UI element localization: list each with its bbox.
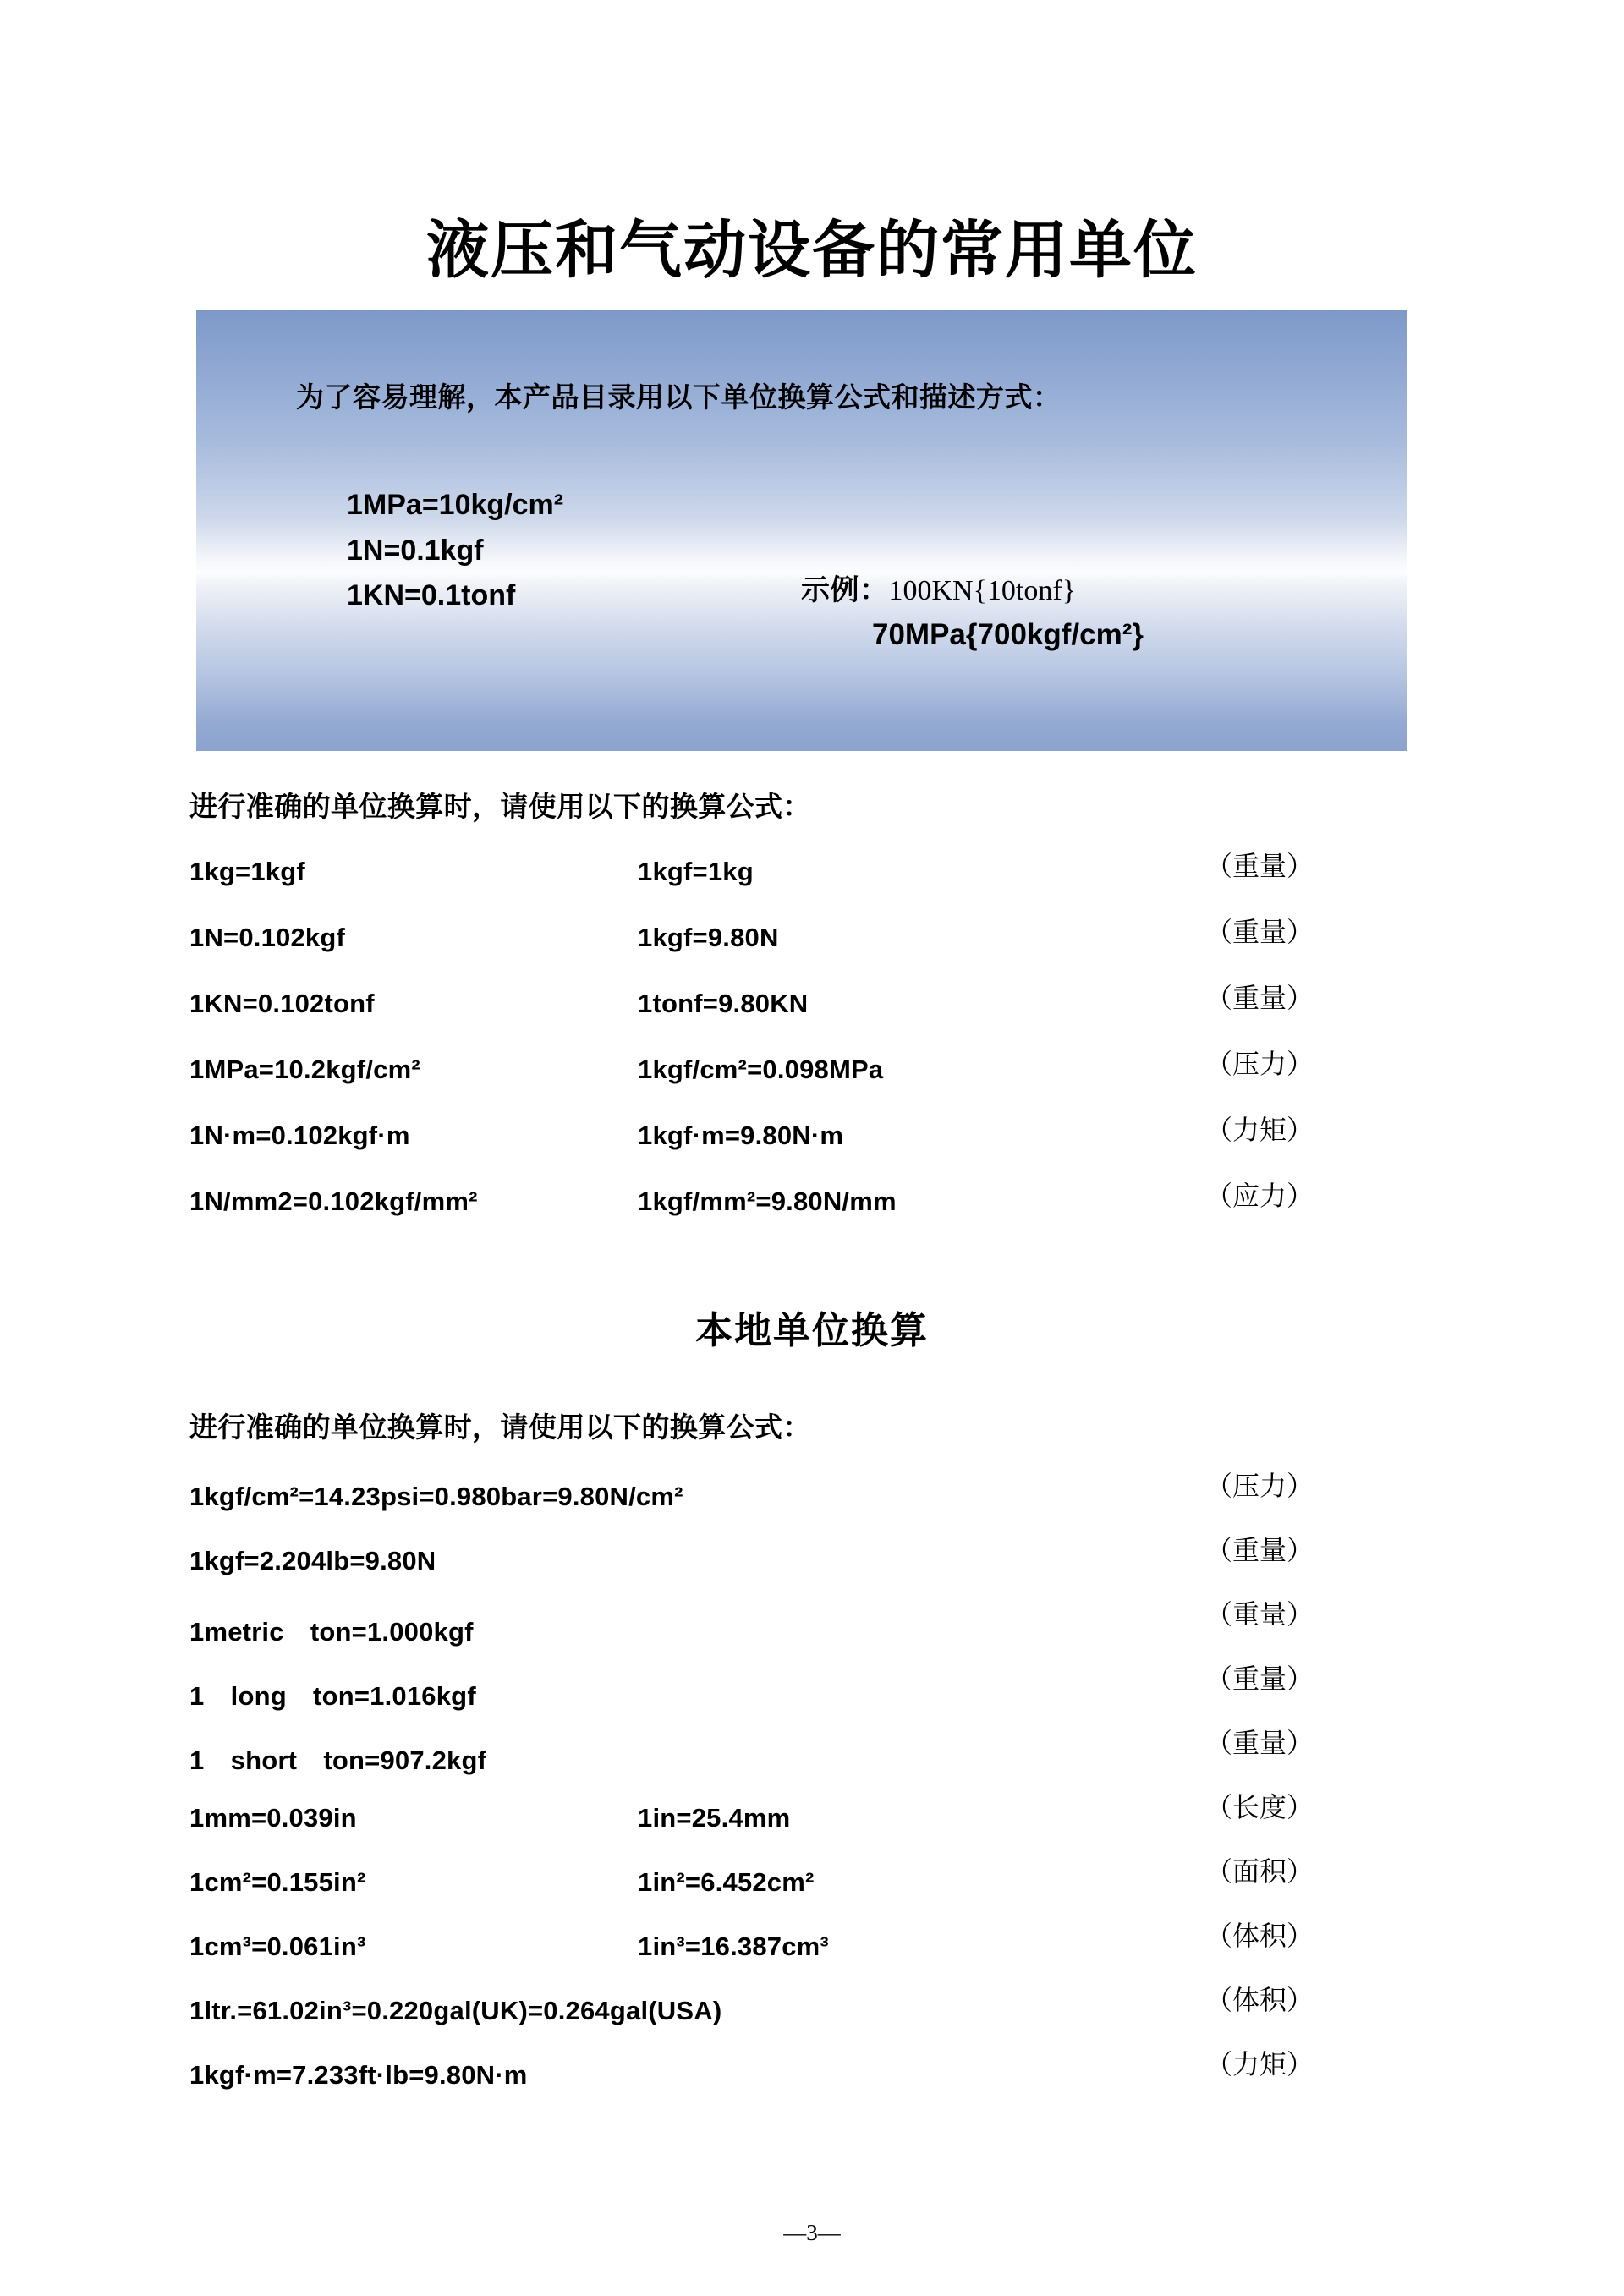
conversion-formula-left: 1 short ton=907.2kgf bbox=[189, 1745, 487, 1775]
notice-formula-item: 1MPa=10kg/cm² bbox=[347, 489, 564, 521]
conversion-category-label: （重量） bbox=[1205, 983, 1314, 1013]
conversion-formula-left: 1N·m=0.102kgf·m bbox=[189, 1121, 410, 1150]
notice-box bbox=[196, 310, 1407, 751]
conversion-category-label: （重量） bbox=[1205, 1599, 1314, 1630]
page-title: 液压和气动设备的常用单位 bbox=[426, 214, 1198, 285]
conversion-row bbox=[189, 1181, 1424, 1252]
conversion-category-label: （重量） bbox=[1205, 1535, 1314, 1565]
conversion-category-label: （力矩） bbox=[1205, 1115, 1314, 1145]
example-value: 100KN{10tonf} bbox=[888, 575, 1077, 606]
conversion-formula-right: 1kgf/cm²=0.098MPa bbox=[638, 1055, 884, 1084]
section2-lead-text: 进行准确的单位换算时，请使用以下的换算公式： bbox=[189, 1411, 811, 1443]
section2-heading: 本地单位换算 bbox=[695, 1309, 929, 1351]
conversion-formula-right: 1tonf=9.80KN bbox=[638, 989, 809, 1018]
section1-lead-text: 进行准确的单位换算时，请使用以下的换算公式： bbox=[189, 791, 811, 822]
conversion-category-label: （面积） bbox=[1205, 1856, 1314, 1887]
example-label: 示例： bbox=[801, 574, 889, 606]
conversion-category-label: （压力） bbox=[1205, 1471, 1314, 1501]
conversion-formula-left: 1kgf=2.204lb=9.80N bbox=[189, 1546, 436, 1575]
conversion-category-label: （重量） bbox=[1205, 851, 1314, 881]
notice-intro-text: 为了容易理解，本产品目录用以下单位换算公式和描述方式： bbox=[296, 381, 1062, 413]
conversion-formula-right: 1in=25.4mm bbox=[638, 1803, 791, 1833]
conversion-formula-right: 1kgf=9.80N bbox=[638, 923, 779, 952]
conversion-formula-left: 1MPa=10.2kgf/cm² bbox=[189, 1055, 420, 1084]
example-second-line: 70MPa{700kgf/cm²} bbox=[872, 618, 1144, 651]
conversion-category-label: （体积） bbox=[1205, 1921, 1314, 1951]
conversion-category-label: （压力） bbox=[1205, 1049, 1314, 1079]
conversion-formula-left: 1kgf·m=7.233ft·lb=9.80N·m bbox=[189, 2060, 528, 2090]
conversion-formula-right: 1in³=16.387cm³ bbox=[638, 1932, 829, 1961]
section1-conversion-table bbox=[189, 851, 1424, 1252]
conversion-formula-left: 1N=0.102kgf bbox=[189, 923, 346, 952]
conversion-category-label: （力矩） bbox=[1205, 2049, 1314, 2080]
conversion-formula-left: 1 long ton=1.016kgf bbox=[189, 1681, 476, 1711]
conversion-formula-left: 1N/mm2=0.102kgf/mm² bbox=[189, 1186, 478, 1216]
notice-formula-item: 1N=0.1kgf bbox=[347, 534, 484, 567]
conversion-category-label: （重量） bbox=[1205, 1728, 1314, 1758]
conversion-formula-left: 1KN=0.102tonf bbox=[189, 989, 375, 1018]
conversion-formula-left: 1metric ton=1.000kgf bbox=[189, 1617, 474, 1647]
conversion-formula-left: 1ltr.=61.02in³=0.220gal(UK)=0.264gal(USA) bbox=[189, 1996, 722, 2025]
conversion-row bbox=[189, 2049, 1424, 2124]
conversion-formula-left: 1mm=0.039in bbox=[189, 1803, 357, 1833]
conversion-formula-left: 1cm²=0.155in² bbox=[189, 1867, 366, 1897]
notice-formula-list bbox=[347, 483, 563, 619]
conversion-formula-right: 1kgf=1kg bbox=[638, 857, 754, 886]
conversion-category-label: （长度） bbox=[1205, 1792, 1314, 1822]
conversion-category-label: （重量） bbox=[1205, 1663, 1314, 1694]
conversion-category-label: （应力） bbox=[1205, 1181, 1314, 1211]
notice-formula-item: 1KN=0.1tonf bbox=[347, 579, 516, 612]
section2-conversion-table bbox=[189, 1471, 1424, 2124]
conversion-formula-left: 1kgf/cm²=14.23psi=0.980bar=9.80N/cm² bbox=[189, 1482, 683, 1511]
conversion-formula-right: 1in²=6.452cm² bbox=[638, 1867, 815, 1897]
example-first-line bbox=[801, 567, 1144, 608]
page-number-footer: —3— bbox=[783, 2220, 841, 2245]
conversion-formula-left: 1cm³=0.061in³ bbox=[189, 1932, 366, 1961]
conversion-formula-left: 1kg=1kgf bbox=[189, 857, 305, 886]
conversion-category-label: （体积） bbox=[1205, 1985, 1314, 2015]
conversion-formula-right: 1kgf/mm²=9.80N/mm bbox=[638, 1186, 897, 1216]
conversion-category-label: （重量） bbox=[1205, 917, 1314, 947]
conversion-formula-right: 1kgf·m=9.80N·m bbox=[638, 1121, 844, 1150]
example-block bbox=[801, 567, 1144, 652]
